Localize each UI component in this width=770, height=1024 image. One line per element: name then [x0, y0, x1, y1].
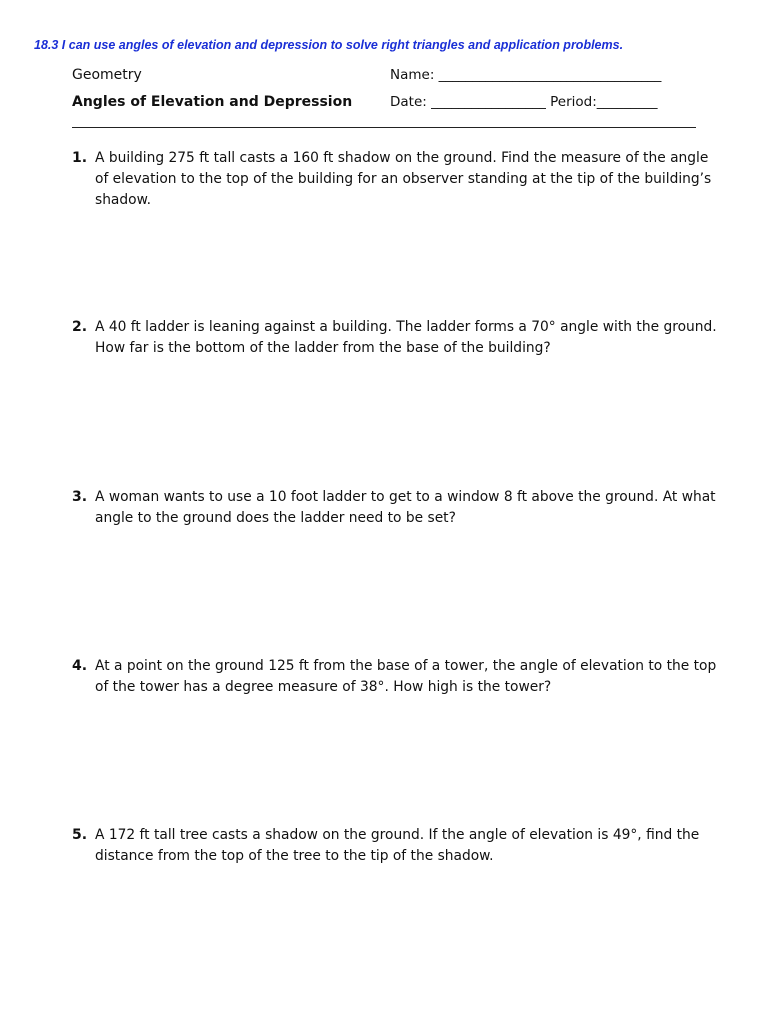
question-2 — [72, 317, 722, 359]
course-name: Geometry — [72, 67, 142, 83]
question-1 — [72, 148, 722, 211]
header-divider — [72, 127, 696, 128]
learning-objective: 18.3 I can use angles of elevation and depression to solve right triangles and application problems. — [34, 38, 624, 52]
question-number: 5. — [72, 827, 88, 843]
question-text: A 172 ft tall tree casts a shadow on the ground. If the angle of elevation is 49°, find the distance from the top of the tree to the tip of the shadow. — [95, 827, 700, 864]
question-number: 1. — [72, 150, 88, 166]
question-number: 4. — [72, 658, 88, 674]
question-text: A woman wants to use a 10 foot ladder to get to a window 8 ft above the ground. At what angle to the ground does the ladder need to be set? — [95, 489, 716, 526]
question-text: A 40 ft ladder is leaning against a building. The ladder forms a 70° angle with the ground. How far is the bottom of the ladder from the base of the building? — [95, 319, 717, 356]
question-5 — [72, 825, 722, 867]
question-text: At a point on the ground 125 ft from the base of a tower, the angle of elevation to the top of the tower has a degree measure of 38°. How high is the tower? — [95, 658, 717, 695]
question-number: 3. — [72, 489, 88, 505]
question-number: 2. — [72, 319, 88, 335]
question-text: A building 275 ft tall casts a 160 ft shadow on the ground. Find the measure of the angle of elevation to the top of the building for an observer standing at the tip of the building’s shadow. — [95, 150, 712, 208]
date-period-field: Date: _________________ Period:_________ — [390, 94, 658, 110]
name-field: Name: _________________________________ — [390, 67, 662, 83]
worksheet-title: Angles of Elevation and Depression — [72, 94, 353, 110]
question-3 — [72, 487, 722, 529]
question-4 — [72, 656, 722, 698]
